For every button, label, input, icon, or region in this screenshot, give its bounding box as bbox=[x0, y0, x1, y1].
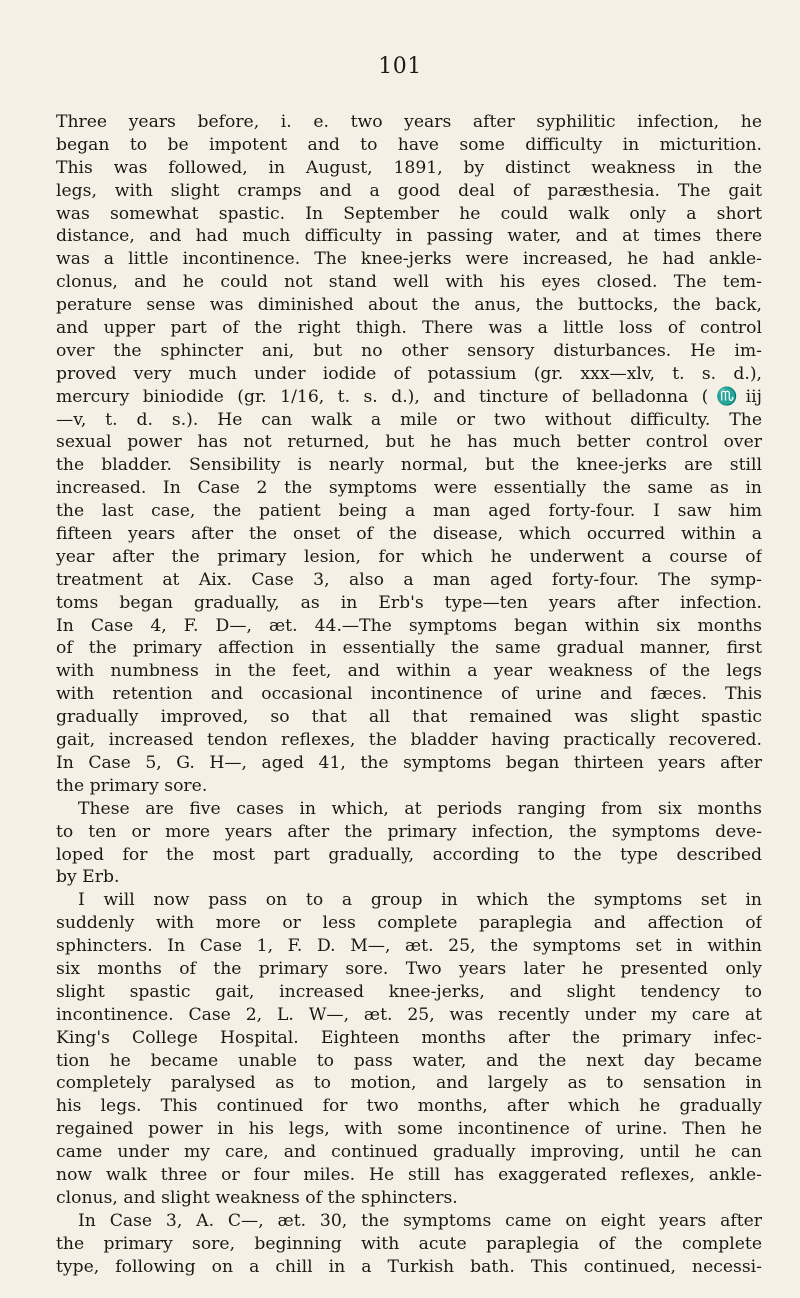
text-line: by Erb. bbox=[56, 867, 120, 888]
page-number: 101 bbox=[378, 54, 422, 79]
text-line: legs, with slight cramps and a good deal of paræsthesia. The gait bbox=[56, 180, 762, 201]
text-line: tion he became unable to pass water, and the next day became bbox=[56, 1050, 762, 1071]
text-line: six months of the primary sore. Two years later he presented only bbox=[56, 958, 762, 979]
text-line: began to be impotent and to have some difficulty in micturition. bbox=[56, 134, 762, 155]
text-line: In Case 3, A. C—, æt. 30, the symptoms came on eight years after bbox=[78, 1210, 762, 1231]
text-line: over the sphincter ani, but no other sensory disturbances. He im- bbox=[56, 340, 762, 361]
text-line: incontinence. Case 2, L. W—, æt. 25, was recently under my care at bbox=[56, 1004, 762, 1025]
text-line: to ten or more years after the primary infection, the symptoms deve- bbox=[56, 821, 762, 842]
text-line: regained power in his legs, with some incontinence of urine. Then he bbox=[56, 1119, 762, 1140]
text-line: Three years before, i. e. two years after syphilitic infection, he bbox=[56, 112, 762, 132]
text-line: with numbness in the feet, and within a year weakness of the legs bbox=[56, 661, 762, 682]
text-line: increased. In Case 2 the symptoms were essentially the same as in bbox=[56, 478, 762, 499]
text-line: clonus, and slight weakness of the sphincters. bbox=[56, 1187, 458, 1208]
text-line: the bladder. Sensibility is nearly normal, but the knee-jerks are still bbox=[56, 455, 762, 476]
text-line: was somewhat spastic. In September he could walk only a short bbox=[56, 203, 762, 224]
body-text bbox=[56, 111, 762, 1278]
text-line: now walk three or four miles. He still has exaggerated reflexes, ankle- bbox=[56, 1164, 762, 1185]
text-line: fifteen years after the onset of the disease, which occurred within a bbox=[56, 524, 762, 545]
text-line: and upper part of the right thigh. There was a little loss of control bbox=[56, 318, 762, 339]
text-line: sphincters. In Case 1, F. D. M—, æt. 25, the symptoms set in within bbox=[56, 936, 762, 957]
text-line: —v, t. d. s.). He can walk a mile or two without difficulty. The bbox=[56, 409, 762, 430]
text-line: his legs. This continued for two months, after which he gradually bbox=[56, 1096, 762, 1117]
text-line: distance, and had much difficulty in passing water, and at times there bbox=[56, 226, 762, 247]
text-line: year after the primary lesion, for which he underwent a course of bbox=[56, 546, 762, 567]
text-line: perature sense was diminished about the anus, the buttocks, the back, bbox=[56, 295, 762, 316]
text-line: This was followed, in August, 1891, by distinct weakness in the bbox=[56, 157, 762, 178]
text-line: In Case 5, G. H—, aged 41, the symptoms began thirteen years after bbox=[56, 752, 762, 773]
text-line: sexual power has not returned, but he has much better control over bbox=[56, 432, 762, 453]
text-line: type, following on a chill in a Turkish bath. This continued, necessi- bbox=[56, 1256, 762, 1277]
text-line: In Case 4, F. D—, æt. 44.—The symptoms began within six months bbox=[56, 615, 762, 636]
text-line: clonus, and he could not stand well with his eyes closed. The tem- bbox=[56, 272, 762, 293]
text-line: loped for the most part gradually, according to the type described bbox=[56, 844, 762, 865]
text-line: suddenly with more or less complete paraplegia and affection of bbox=[56, 913, 762, 934]
text-line: toms began gradually, as in Erb's type—ten years after infection. bbox=[56, 592, 762, 613]
text-line: the last case, the patient being a man aged forty-four. I saw him bbox=[56, 501, 762, 522]
text-line: came under my care, and continued gradually improving, until he can bbox=[56, 1142, 762, 1163]
text-line: completely paralysed as to motion, and largely as to sensation in bbox=[56, 1073, 762, 1094]
text-line: the primary sore, beginning with acute paraplegia of the complete bbox=[56, 1233, 762, 1254]
text-line: King's College Hospital. Eighteen months after the primary infec- bbox=[56, 1027, 762, 1048]
text-line: These are five cases in which, at periods ranging from six months bbox=[78, 798, 762, 819]
text-line: proved very much under iodide of potassium (gr. xxx—xlv, t. s. d.), bbox=[56, 363, 762, 384]
text-line: I will now pass on to a group in which the symptoms set in bbox=[78, 890, 762, 911]
text-line: gait, increased tendon reflexes, the bladder having practically recovered. bbox=[56, 730, 762, 751]
text-line: slight spastic gait, increased knee-jerks, and slight tendency to bbox=[56, 981, 762, 1002]
text-line: treatment at Aix. Case 3, also a man aged forty-four. The symp- bbox=[56, 569, 762, 590]
text-line: gradually improved, so that all that remained was slight spastic bbox=[56, 707, 762, 728]
text-line: with retention and occasional incontinence of urine and fæces. This bbox=[56, 684, 762, 705]
text-line: the primary sore. bbox=[56, 775, 208, 796]
text-line: of the primary affection in essentially the same gradual manner, first bbox=[56, 638, 762, 659]
text-line: was a little incontinence. The knee-jerks were increased, he had ankle- bbox=[56, 249, 762, 270]
text-line: mercury biniodide (gr. 1/16, t. s. d.), and tincture of belladonna (♏iij bbox=[56, 386, 762, 407]
